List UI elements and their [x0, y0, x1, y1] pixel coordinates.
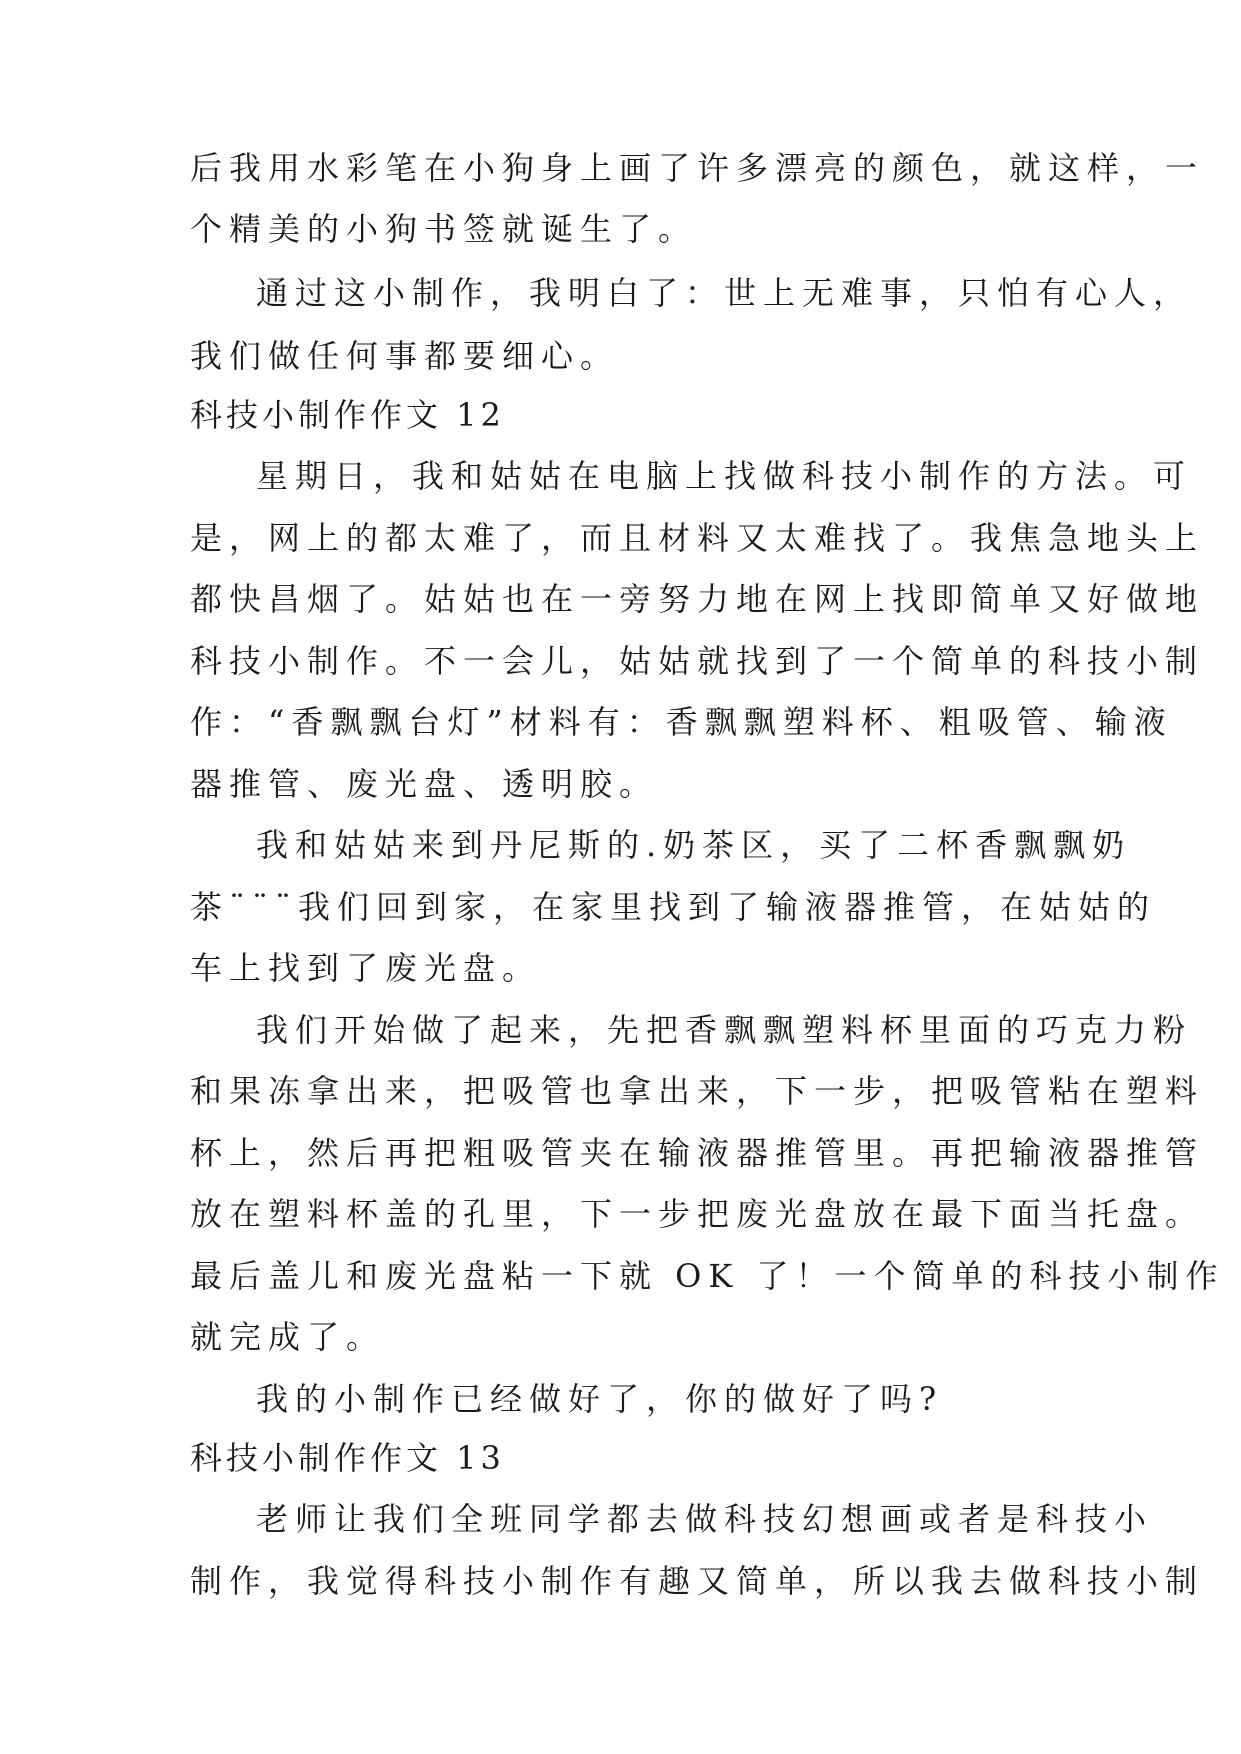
text-line: 老师让我们全班同学都去做科技幻想画或者是科技小 [256, 1500, 1154, 1538]
text-line: 我们开始做了起来，先把香飘飘塑料杯里面的巧克力粉 [256, 1011, 1193, 1049]
text-line: 后我用水彩笔在小狗身上画了许多漂亮的颜色，就这样，一 [190, 149, 1205, 187]
text-line: 车上找到了废光盘。 [190, 949, 542, 987]
text-line: 杯上，然后再把粗吸管夹在输液器推管里。再把输液器推管 [190, 1134, 1205, 1172]
text-line: 作：“香飘飘台灯”材料有：香飘飘塑料杯、粗吸管、输液 [190, 703, 1173, 741]
text-line: 我的小制作已经做好了，你的做好了吗? [256, 1380, 944, 1418]
text-line: 就完成了。 [190, 1318, 386, 1356]
text-line: 通过这小制作，我明白了：世上无难事，只怕有心人， [256, 274, 1193, 312]
text-line: 科技小制作。不一会儿，姑姑就找到了一个简单的科技小制 [190, 642, 1205, 680]
text-line: 我和姑姑来到丹尼斯的.奶茶区，买了二杯香飘飘奶 [256, 826, 1132, 864]
text-line: 是，网上的都太难了，而且材料又太难找了。我焦急地头上 [190, 519, 1205, 557]
text-line: 都快昌烟了。姑姑也在一旁努力地在网上找即简单又好做地 [190, 580, 1205, 618]
text-line: 我们做任何事都要细心。 [190, 337, 620, 375]
text-line: 茶¨¨¨我们回到家，在家里找到了输液器推管，在姑姑的 [190, 888, 1157, 926]
text-line: 星期日，我和姑姑在电脑上找做科技小制作的方法。可 [256, 457, 1193, 495]
text-line: 最后盖儿和废光盘粘一下就 OK 了！一个简单的科技小制作 [190, 1257, 1225, 1295]
text-line: 器推管、废光盘、透明胶。 [190, 765, 659, 803]
section-heading: 科技小制作作文 13 [190, 1439, 505, 1477]
text-line: 个精美的小狗书签就诞生了。 [190, 210, 698, 248]
section-heading: 科技小制作作文 12 [190, 396, 505, 434]
text-line: 制作，我觉得科技小制作有趣又简单，所以我去做科技小制 [190, 1562, 1205, 1600]
text-line: 放在塑料杯盖的孔里，下一步把废光盘放在最下面当托盘。 [190, 1195, 1205, 1233]
text-line: 和果冻拿出来，把吸管也拿出来，下一步，把吸管粘在塑料 [190, 1072, 1205, 1110]
